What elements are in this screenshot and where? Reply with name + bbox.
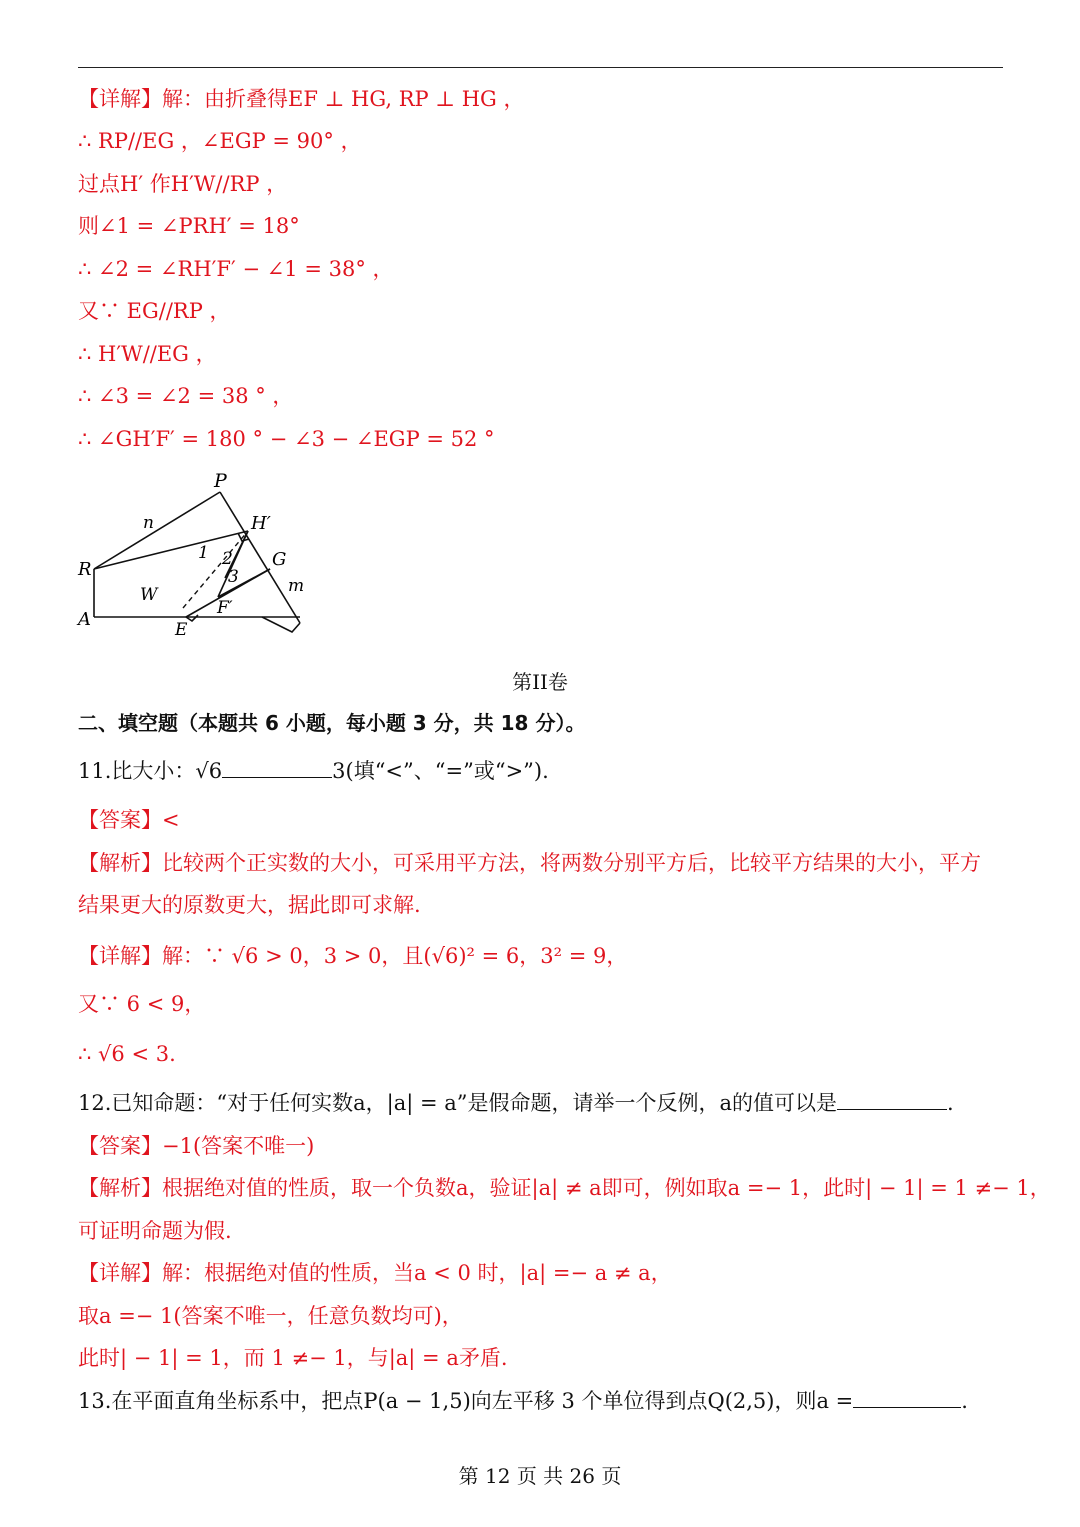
folding-figure	[70, 465, 330, 650]
q11-blank[interactable]	[222, 757, 332, 778]
label-a: A	[78, 609, 91, 630]
q11-detail-3: ∴ √6 < 3.	[78, 1042, 176, 1066]
q12-analysis-1: 【解析】根据绝对值的性质，取一个负数a，验证|a| ≠ a即可，例如取a =− 1，此时| − 1| = 1 ≠− 1，	[78, 1176, 1051, 1200]
q11-detail-1: 【详解】解：∵ √6 > 0，3 > 0，且(√6)² = 6，3² = 9，	[78, 944, 628, 968]
section-title: 二、填空题（本题共 6 小题，每小题 3 分，共 18 分）。	[78, 711, 586, 735]
q13-stem	[78, 1387, 968, 1415]
q12-detail-3: 此时| − 1| = 1，而 1 ≠− 1，与|a| = a矛盾.	[78, 1346, 508, 1370]
q13-stem-text: 13.在平面直角坐标系中，把点P(a − 1,5)向左平移 3 个单位得到点Q(2,5)，则a =	[78, 1389, 854, 1413]
q11-stem-a: 11.比大小：√6	[78, 759, 223, 783]
q11-answer: 【答案】<	[78, 808, 180, 832]
detail-line-2: ∴ RP//EG ，∠EGP = 90° ，	[78, 129, 362, 153]
q12-stem	[78, 1089, 954, 1117]
q12-blank[interactable]	[837, 1089, 947, 1110]
q11-stem	[78, 757, 549, 785]
detail-line-1: 【详解】解：由折叠得EF ⊥ HG, RP ⊥ HG ，	[78, 87, 525, 111]
label-m: m	[288, 576, 305, 596]
label-1: 1	[198, 543, 209, 563]
label-f: F′	[217, 598, 233, 618]
q13-blank[interactable]	[853, 1387, 961, 1408]
q12-stem-end: .	[947, 1091, 954, 1115]
header-rule	[78, 67, 1003, 68]
label-n: n	[143, 513, 154, 533]
q11-analysis-2: 结果更大的原数更大，据此即可求解.	[78, 893, 421, 917]
q12-detail-2: 取a =− 1(答案不唯一，任意负数均可)，	[78, 1304, 463, 1328]
q12-analysis-2: 可证明命题为假.	[78, 1219, 232, 1243]
label-e: E	[175, 620, 188, 640]
q11-stem-b: 3(填“<”、“=”或“>”).	[332, 759, 549, 783]
volume-title: 第II卷	[512, 670, 568, 694]
detail-line-8: ∴ ∠3 = ∠2 = 38 ° ，	[78, 384, 294, 408]
detail-line-4: 则∠1 = ∠PRH′ = 18°	[78, 214, 300, 238]
q13-stem-end: .	[961, 1389, 968, 1413]
q12-stem-text: 12.已知命题：“对于任何实数a，|a| = a”是假命题，请举一个反例，a的值可以是	[78, 1091, 838, 1115]
q11-analysis-1: 【解析】比较两个正实数的大小，可采用平方法，将两数分别平方后，比较平方结果的大小，平方	[78, 851, 981, 875]
page-footer: 第 12 页 共 26 页	[458, 1464, 622, 1488]
q11-detail-2: 又∵ 6 < 9，	[78, 992, 206, 1016]
label-r: R	[78, 559, 92, 580]
label-2: 2	[222, 549, 233, 569]
edge-f-g	[218, 569, 270, 597]
label-g: G	[272, 549, 287, 570]
label-p: P	[214, 470, 227, 492]
label-3: 3	[228, 567, 239, 587]
q12-answer: 【答案】−1(答案不唯一)	[78, 1134, 315, 1158]
detail-line-9: ∴ ∠GH′F′ = 180 ° − ∠3 − ∠EGP = 52 °	[78, 427, 495, 451]
q12-detail-1: 【详解】解：根据绝对值的性质，当a < 0 时，|a| =− a ≠ a，	[78, 1261, 672, 1285]
label-h: H′	[251, 513, 271, 534]
label-w: W	[140, 585, 158, 605]
detail-line-5: ∴ ∠2 = ∠RH′F′ − ∠1 = 38° ，	[78, 257, 394, 281]
detail-line-7: ∴ H′W//EG ，	[78, 342, 217, 366]
corner-triangle	[262, 617, 300, 632]
detail-line-6: 又∵ EG//RP ，	[78, 299, 231, 323]
detail-line-3: 过点H′ 作H′W//RP ，	[78, 172, 288, 196]
